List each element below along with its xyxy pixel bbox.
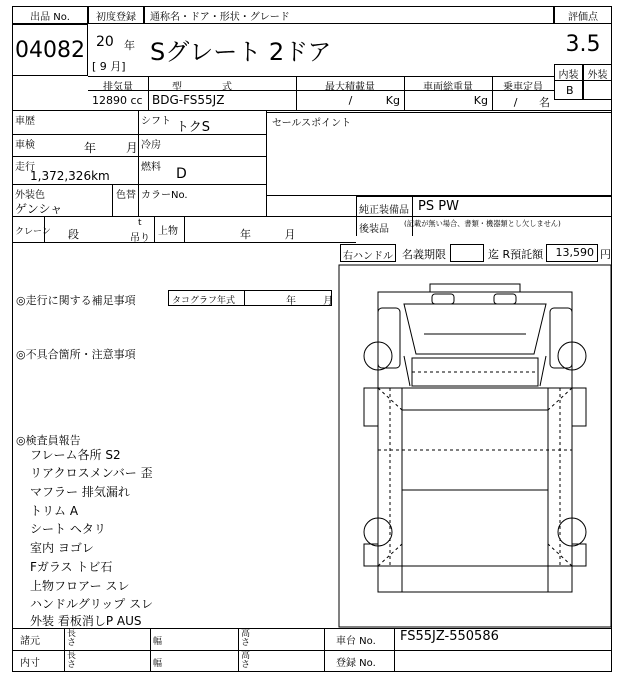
- year-unit: 年: [124, 39, 135, 52]
- mileage-value: 1,372,326km: [30, 169, 110, 183]
- report-line: トリム A: [30, 504, 79, 518]
- footer-specs-label: 諸元: [20, 636, 40, 647]
- report-line: シート ヘタリ: [30, 522, 106, 536]
- factory-equipment-value: PS PW: [418, 199, 459, 214]
- title-change-label: 名義期限: [402, 248, 446, 261]
- grade-value: Sグレート 2ドア: [150, 38, 332, 66]
- chassis-no-value: FS55JZ-550586: [400, 629, 499, 644]
- footer-height-label: 高さ: [241, 629, 251, 648]
- capacity-label: 乗車定員: [503, 82, 543, 93]
- inspection-value: 年 月: [84, 141, 138, 155]
- chassis-no-label: 車台 No.: [336, 636, 376, 647]
- model-value: BDG-FS55JZ: [152, 93, 225, 107]
- displacement-value: 12890 cc: [92, 94, 143, 107]
- shift-value: トクS: [176, 120, 210, 135]
- first-reg-year: 20: [96, 34, 114, 50]
- upper-label: 上物: [158, 226, 178, 237]
- r-deposit-value: 13,590: [555, 246, 594, 259]
- report-line: 上物フロアー スレ: [30, 579, 130, 593]
- driving-notes-label: ◎走行に関する補足事項: [16, 294, 136, 307]
- aftermarket-label: 後装品: [359, 224, 389, 235]
- interior-score: B: [566, 84, 574, 97]
- footer-width-label-2: 幅: [153, 659, 163, 669]
- r-deposit-label: 迄 R預託額: [488, 248, 544, 261]
- grade-label: 通称名・ドア・形状・グレード: [150, 12, 290, 23]
- report-line: Fガラス トビ石: [30, 560, 113, 574]
- footer-width-label: 幅: [153, 637, 163, 647]
- lot-no-label: 出品 No.: [30, 12, 70, 23]
- shift-label: シフト: [141, 116, 171, 127]
- footer-inner-label: 内寸: [20, 658, 40, 669]
- reg-no-label: 登録 No.: [336, 658, 376, 669]
- r-deposit-unit: 円: [600, 248, 611, 261]
- cooling-label: 冷房: [141, 140, 161, 151]
- color-no-label: 色替: [116, 190, 136, 201]
- color-no-value: カラーNo.: [141, 190, 188, 201]
- report-line: マフラー 排気漏れ: [30, 485, 130, 499]
- mirror-right: [494, 294, 516, 304]
- truck-diagram: [338, 264, 612, 628]
- model-label: 型式: [172, 82, 272, 93]
- gross-weight-value: Kg: [473, 94, 488, 107]
- eval-score: 3.5: [565, 32, 601, 57]
- max-load-label: 最大積載量: [325, 82, 375, 93]
- report-line: ハンドルグリップ スレ: [30, 597, 154, 611]
- mirror-left: [432, 294, 454, 304]
- first-reg-month: [ 9 月]: [92, 60, 126, 73]
- body-outline: [378, 388, 572, 566]
- mileage-label: 走行: [15, 162, 35, 173]
- right-hand-label: 右ハンドル: [343, 251, 393, 262]
- displacement-label: 排気量: [103, 82, 133, 93]
- inspector-label: ◎検査員報告: [16, 434, 81, 447]
- crane-hook: 吊り: [130, 233, 150, 244]
- crane-ton: t: [138, 218, 142, 228]
- title-change-box: [450, 244, 484, 262]
- lot-no: 04082: [15, 38, 85, 63]
- footer-height-label-2: 高さ: [241, 651, 251, 670]
- eval-label: 評価点: [568, 12, 598, 23]
- defects-label: ◎不具合箇所・注意事項: [16, 348, 136, 361]
- interior-label: 内装: [558, 70, 579, 81]
- footer-length-label-2: 長さ: [67, 651, 77, 670]
- exterior-label: 外装: [587, 70, 608, 81]
- gross-weight-label: 車両総重量: [423, 82, 473, 93]
- report-line: 室内 ヨゴレ: [30, 541, 94, 555]
- max-load-value: / Kg: [348, 94, 400, 107]
- tachograph-label: タコグラフ年式: [172, 296, 236, 306]
- fuel-value: D: [176, 166, 187, 182]
- factory-equipment-label: 純正装備品: [359, 205, 409, 216]
- exterior-color-value: ゲンシャ: [15, 202, 63, 216]
- upper-date: 年 月: [240, 228, 296, 241]
- crane-label: クレーン: [15, 227, 51, 237]
- aftermarket-note: (記載が無い場合、書類・機器類とし欠しません): [404, 220, 561, 229]
- first-reg-label: 初度登録: [96, 12, 136, 23]
- tachograph-value: 年 月: [286, 296, 334, 307]
- capacity-value: / 名: [513, 96, 550, 109]
- report-line: フレーム各所 S2: [30, 448, 121, 462]
- fuel-label: 燃料: [141, 162, 161, 173]
- report-line: リアクロスメンバー 歪: [30, 466, 153, 480]
- sales-point-label: セールスポイント: [272, 118, 352, 129]
- crane-stage: 段: [68, 228, 79, 241]
- history-label: 車歴: [15, 116, 35, 127]
- footer-length-label: 長さ: [67, 629, 77, 648]
- exterior-color-label: 外装色: [15, 190, 45, 201]
- report-line: 外装 看板消しP AUS: [30, 614, 142, 628]
- inspection-label: 車検: [15, 140, 35, 151]
